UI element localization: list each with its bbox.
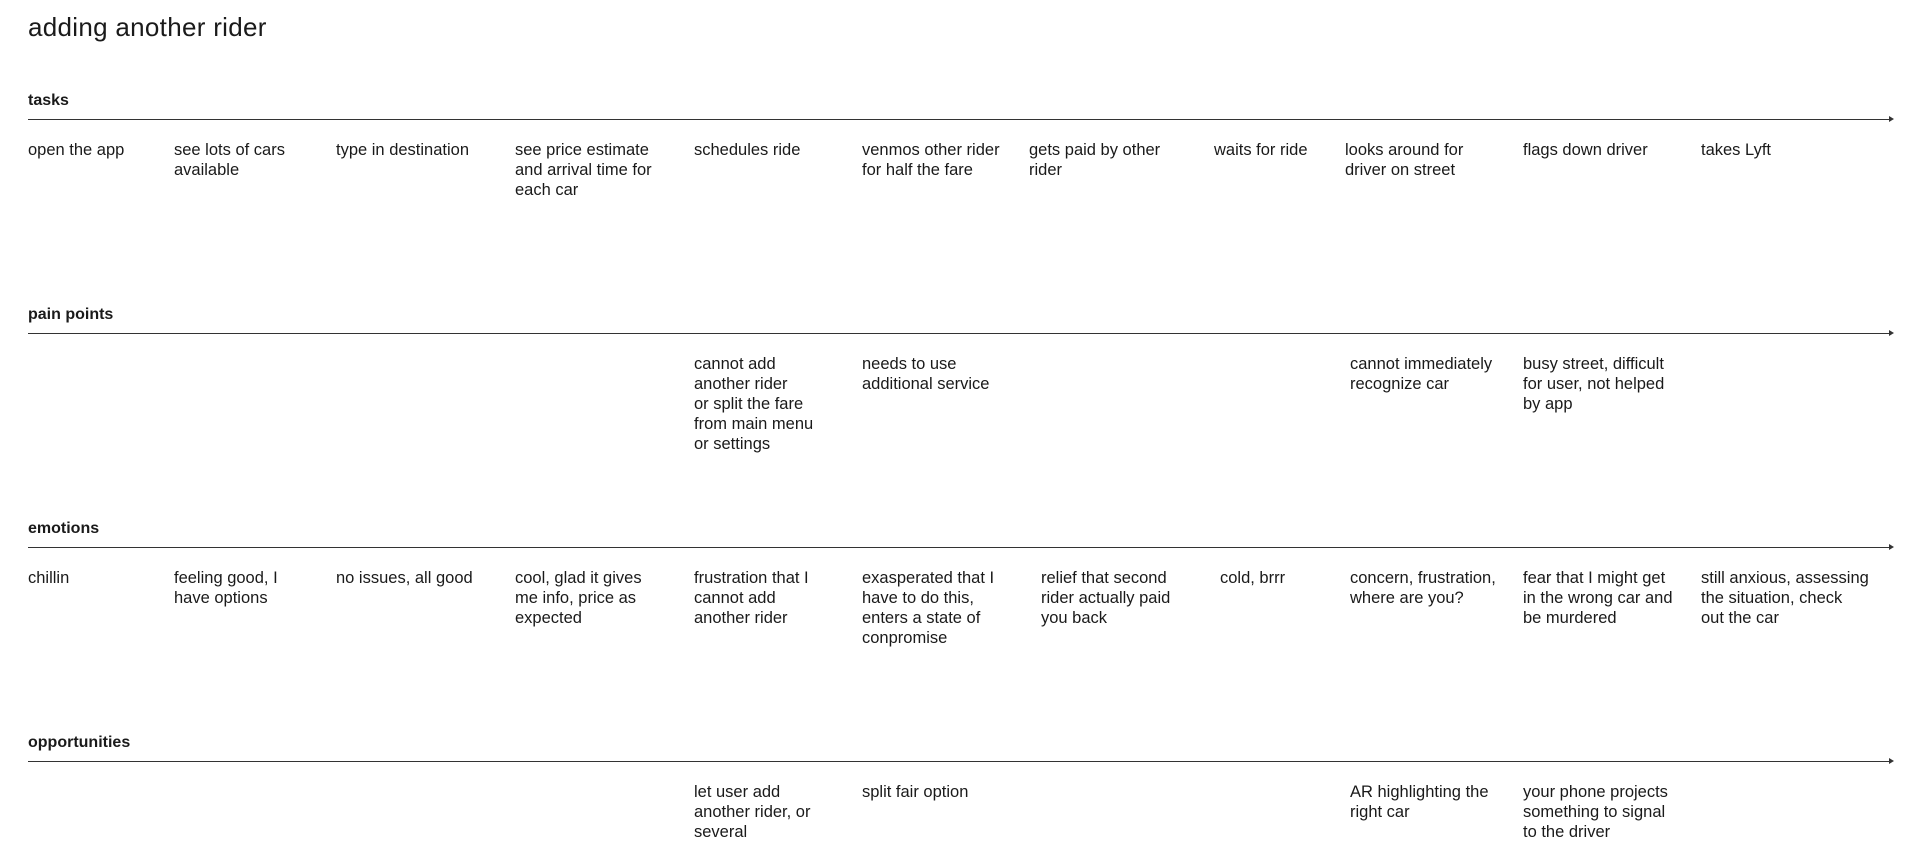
opportunities-timeline-arrow — [28, 761, 1890, 762]
opportunity-item: split fair option — [862, 783, 969, 801]
task-item: looks around for driver on street — [1345, 141, 1464, 179]
emotion-item: chillin — [28, 569, 70, 587]
emotion-item: exasperated that I have to do this, enters a state of conpromise — [862, 569, 995, 647]
opportunities-label: opportunities — [28, 734, 131, 751]
task-item: takes Lyft — [1701, 141, 1772, 159]
task-item: type in destination — [336, 141, 470, 159]
task-item: schedules ride — [694, 141, 801, 159]
emotion-item: feeling good, I have options — [174, 569, 278, 607]
emotion-item: fear that I might get in the wrong car and be murdered — [1523, 569, 1673, 627]
opportunity-item: let user add another rider, or several — [694, 783, 811, 841]
pain-point-item: needs to use additional service — [862, 355, 990, 393]
opportunity-item: AR highlighting the right car — [1350, 783, 1489, 821]
pain-points-label: pain points — [28, 306, 114, 323]
task-item: gets paid by other rider — [1029, 141, 1161, 179]
pain-points-timeline-arrow — [28, 333, 1890, 334]
task-item: venmos other rider for half the fare — [862, 141, 1000, 179]
emotions-label: emotions — [28, 520, 100, 537]
opportunity-item: your phone projects something to signal to the driver — [1523, 783, 1668, 841]
task-item: see price estimate and arrival time for each car — [515, 141, 652, 199]
pain-point-item: cannot immediately recognize car — [1350, 355, 1493, 393]
emotions-timeline-arrow — [28, 547, 1890, 548]
page-title: adding another rider — [28, 12, 267, 42]
tasks-timeline-arrow — [28, 119, 1890, 120]
task-item: open the app — [28, 141, 125, 159]
task-item: flags down driver — [1523, 141, 1648, 159]
emotion-item: relief that second rider actually paid you back — [1041, 569, 1171, 627]
tasks-label: tasks — [28, 92, 69, 109]
emotion-item: cool, glad it gives me info, price as expected — [515, 569, 642, 627]
emotion-item: frustration that I cannot add another rider — [694, 569, 809, 627]
emotion-item: cold, brrr — [1220, 569, 1286, 587]
emotion-item: still anxious, assessing the situation, check out the car — [1701, 569, 1869, 627]
emotion-item: no issues, all good — [336, 569, 473, 587]
pain-point-item: busy street, difficult for user, not helped by app — [1523, 355, 1665, 413]
pain-point-item: cannot add another rider or split the fare from main menu or settings — [694, 355, 814, 453]
emotion-item: concern, frustration, where are you? — [1350, 569, 1496, 607]
task-item: waits for ride — [1214, 141, 1308, 159]
task-item: see lots of cars available — [174, 141, 285, 179]
